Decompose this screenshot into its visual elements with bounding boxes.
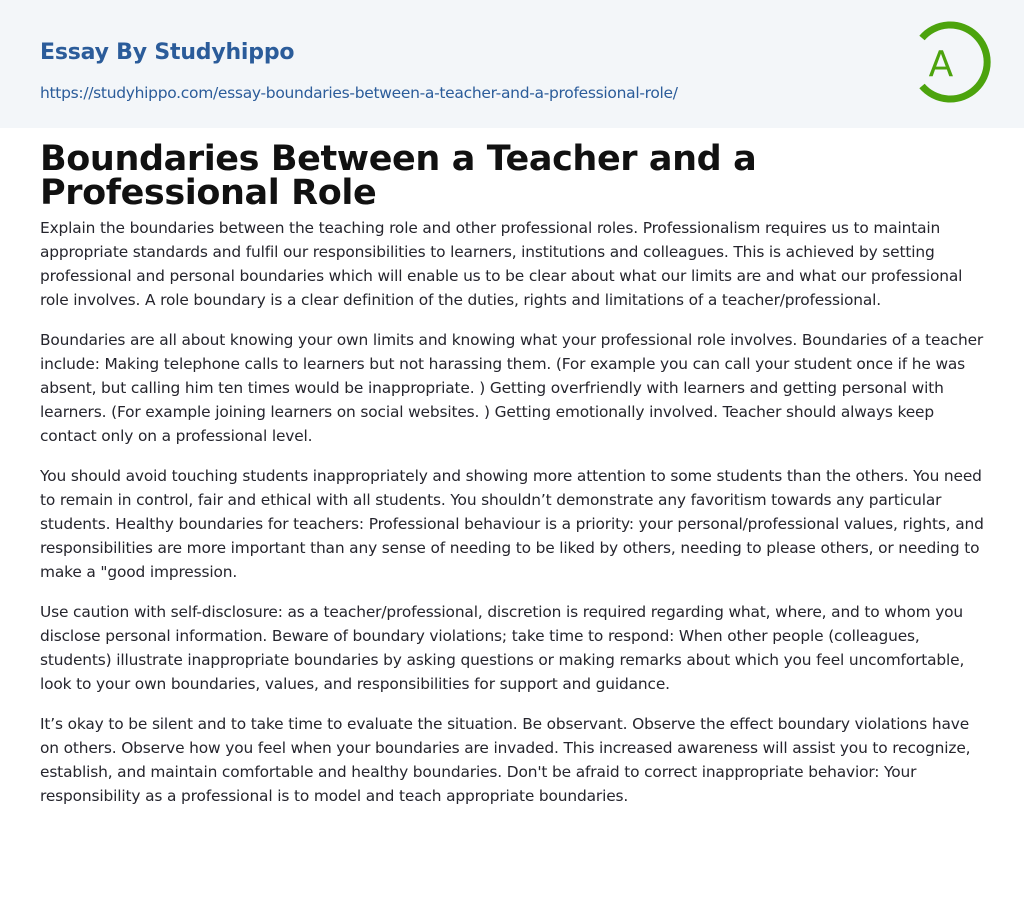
paragraph: It’s okay to be silent and to take time to evaluate the situation. Be observant. Observe the effect boundary violations have on others. Observe how you feel when your boundaries are invaded. This increased awareness will assist you to recognize, establish, and maintain comfortable and healthy boundaries. Don't be afraid to correct inappropriate behavior: Your responsibility as a professional is to model and teach appropriate boundaries. — [40, 715, 971, 805]
site-header — [0, 0, 1024, 128]
paragraph: Explain the boundaries between the teaching role and other professional roles. Professionalism requires us to maintain appropriate standards and fulfil our responsibilities to learners, institutions and colleagues. This is achieved by setting professional and personal boundaries which will enable us to be clear about what our limits are and what our professional role involves. A role boundary is a clear definition of the duties, rights and limitations of a teacher/professional. — [40, 219, 963, 309]
paragraph: Boundaries are all about knowing your own limits and knowing what your professional role involves. Boundaries of a teacher include: Making telephone calls to learners but not harassing them. (For example you can call your student once if he was absent, but calling him ten times would be inappropriate. ) Getting overfriendly with learners and getting personal with learners. (For example joining learners on social websites. ) Getting emotionally involved. Teacher should always keep contact only on a professional level. — [40, 331, 984, 445]
studyhippo-logo-icon[interactable] — [904, 18, 992, 106]
logo-letter: A — [928, 44, 954, 85]
paragraph: Use caution with self-disclosure: as a teacher/professional, discretion is required regarding what, where, and to whom you disclose personal information. Beware of boundary violations; take time to respond: When other people (colleagues, students) illustrate inappropriate boundaries by asking questions or making remarks about which you feel uncomfortable, look to your own boundaries, values, and responsibilities for support and guidance. — [40, 603, 965, 693]
article — [0, 128, 1024, 808]
page-title: Boundaries Between a Teacher and a Professional Role — [40, 139, 757, 213]
source-url-link[interactable]: https://studyhippo.com/essay-boundaries-between-a-teacher-and-a-professional-role/ — [40, 84, 678, 102]
brand-title: Essay By Studyhippo — [40, 40, 295, 65]
logo-ring-icon — [904, 18, 992, 106]
paragraph: You should avoid touching students inappropriately and showing more attention to some students than the others. You need to remain in control, fair and ethical with all students. You shouldn’t demonstrate any favoritism towards any particular students. Healthy boundaries for teachers: Professional behaviour is a priority: your personal/professional values, rights, and responsibilities are more important than any sense of needing to be liked by others, needing to please others, or needing to make a "good impression. — [40, 467, 984, 581]
